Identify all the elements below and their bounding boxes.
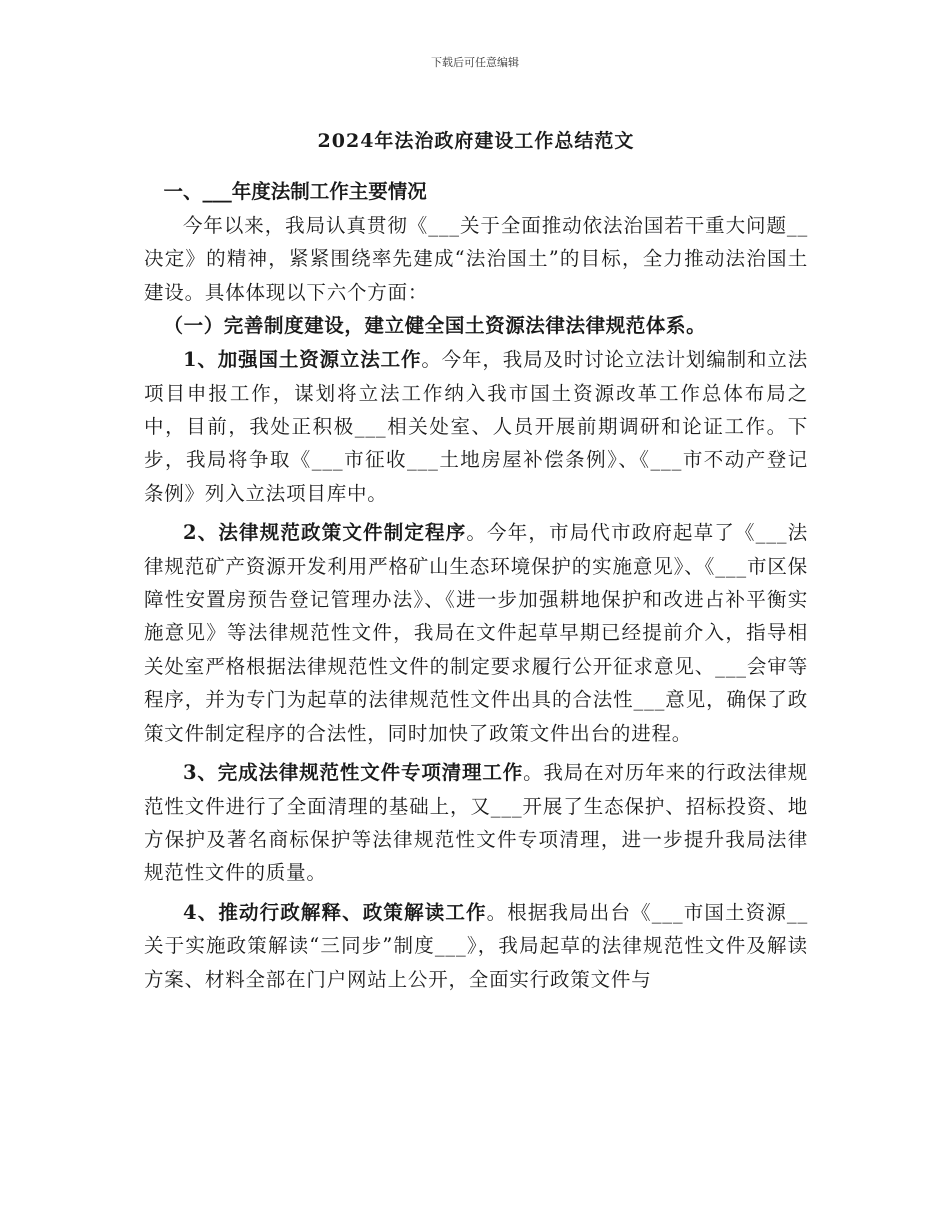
item-lead-4: 4、推动行政解释、政策解读工作	[183, 900, 487, 924]
item-body-4: 。根据我局出台《___市国土资源__关于实施政策解读“三同步”制度___》，我局起草的法律规范性文件及解读方案、材料全部在门户网站上公开，全面实行政策文件与	[144, 900, 808, 991]
item-body-3: 。我局在对历年来的行政法律规范性文件进行了全面清理的基础上，又___开展了生态保护、招标投资、地方保护及著名商标保护等法律规范性文件专项清理，进一步提升我局法律规范性文件的质量。	[144, 761, 808, 885]
item-lead-2: 2、法律规范政策文件制定程序	[183, 521, 467, 545]
item-body-1: 。今年，我局及时讨论立法计划编制和立法项目申报工作，谋划将立法工作纳入我市国土资源改革工作总体布局之中，目前，我处正积极___相关处室、人员开展前期调研和论证工作。下步，我局将争取《___市征收___土地房屋补偿条例》、《___市不动产登记条例》列入立法项目库中。	[144, 348, 809, 505]
item-paragraph-1	[144, 343, 808, 510]
document-body	[144, 118, 808, 996]
item-lead-3: 3、完成法律规范性文件专项清理工作	[183, 761, 524, 785]
item-lead-1: 1、加强国土资源立法工作	[183, 348, 422, 372]
item-paragraph-3	[144, 756, 808, 890]
item-body-2: 。今年，市局代市政府起草了《___法律规范矿产资源开发利用严格矿山生态环境保护的实施意见》、《___市区保障性安置房预告登记管理办法》、《进一步加强耕地保护和改进占补平衡实施意见》等法律规范性文件，我局在文件起草早期已经提前介入，指导相关处室严格根据法律规范性文件的制定要求履行公开征求意见、___会审等程序，并为专门为起草的法律规范性文件出具的合法性___意见，确保了政策文件制定程序的合法性，同时加快了政策文件出台的进程。	[144, 521, 808, 745]
item-paragraph-4	[144, 896, 808, 996]
document-title: 2024年法治政府建设工作总结范文	[317, 130, 635, 152]
section-heading-1: 一、___年度法制工作主要情况	[163, 180, 427, 203]
item-paragraph-2	[144, 516, 808, 750]
intro-paragraph: 今年以来，我局认真贯彻《___关于全面推动依法治国若干重大问题__决定》的精神，紧紧围绕率先建成“法治国土”的目标，全力推动法治国土建设。具体体现以下六个方面：	[144, 214, 808, 304]
subsection-heading-1: （一）完善制度建设，建立健全国土资源法律法律规范体系。	[163, 314, 707, 338]
page-header-note: 下载后可任意编辑	[431, 56, 519, 69]
